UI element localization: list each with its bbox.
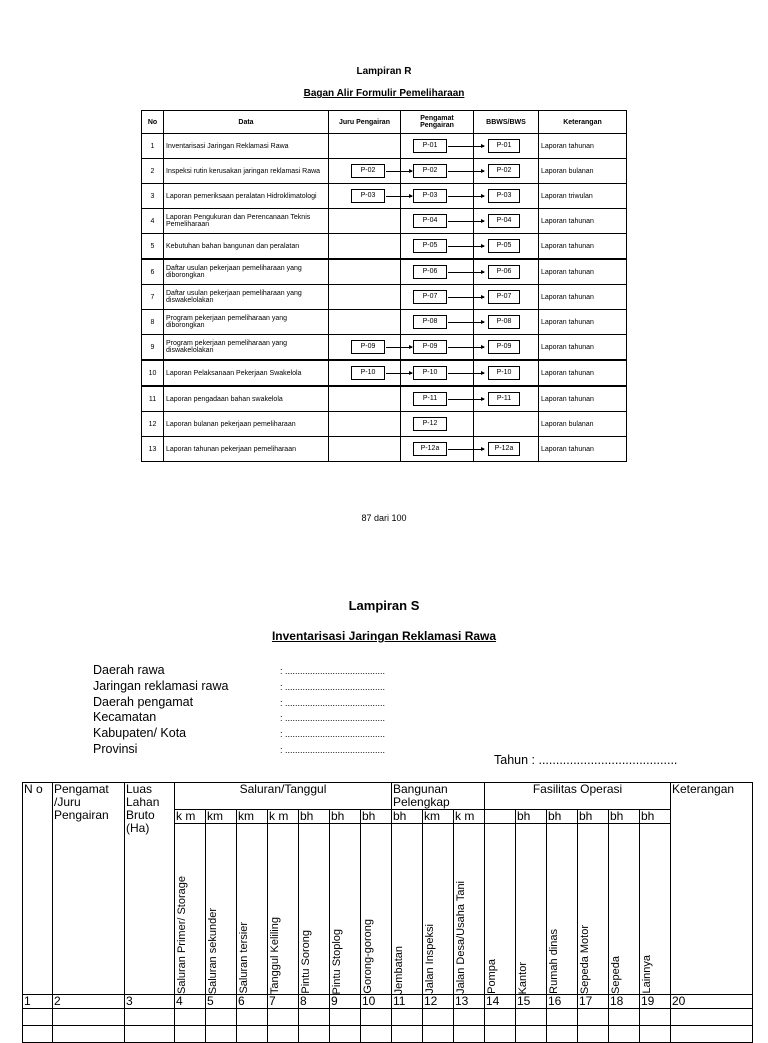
bbws-cell [474, 335, 539, 361]
form-code-box: P-02 [413, 164, 447, 178]
form-code-box: P-11 [413, 392, 447, 406]
flow-row [142, 184, 627, 209]
row-number: 13 [142, 437, 164, 462]
unit-cell: km [237, 810, 268, 824]
header-luas: Luas Lahan Bruto (Ha) [125, 783, 175, 995]
row-number: 1 [142, 134, 164, 159]
flow-row [142, 335, 627, 361]
bbws-cell [474, 209, 539, 234]
row-data: Laporan pengadaan bahan swakelola [164, 386, 329, 412]
empty-cell[interactable] [23, 1026, 53, 1043]
row-data: Program pekerjaan pemeliharaan yang diswakelolakan [164, 335, 329, 361]
empty-cell[interactable] [454, 1026, 485, 1043]
column-number: 17 [578, 995, 609, 1009]
column-label: Jalan Desa/Usaha Tani [455, 881, 467, 994]
column-label: Jembatan [393, 945, 405, 994]
row-keterangan: Laporan tahunan [539, 209, 627, 234]
row-number: 9 [142, 335, 164, 361]
pengamat-cell [401, 412, 474, 437]
field-row [93, 695, 385, 711]
column-label-cell [299, 824, 330, 995]
pengamat-cell [401, 234, 474, 260]
row-number: 12 [142, 412, 164, 437]
column-label-cell [609, 824, 640, 995]
pengamat-cell [401, 184, 474, 209]
row-keterangan: Laporan tahunan [539, 360, 627, 386]
column-number: 5 [206, 995, 237, 1009]
column-number: 4 [175, 995, 206, 1009]
field-value[interactable]: : ........................................ [280, 666, 386, 676]
bbws-cell [474, 184, 539, 209]
empty-cell[interactable] [392, 1009, 423, 1026]
row-keterangan: Laporan tahunan [539, 259, 627, 285]
row-number: 3 [142, 184, 164, 209]
form-code-box: P-05 [488, 239, 520, 253]
unit-cell: k m [175, 810, 206, 824]
field-value[interactable]: : ........................................ [280, 744, 386, 755]
juru-cell [329, 360, 401, 386]
unit-cell: bh [640, 810, 671, 824]
field-label: Jaringan reklamasi rawa [93, 678, 229, 693]
empty-cell[interactable] [237, 1009, 268, 1026]
juru-cell [329, 234, 401, 260]
juru-cell [329, 285, 401, 310]
row-keterangan: Laporan triwulan [539, 184, 627, 209]
field-label: Provinsi [93, 741, 138, 756]
column-label-cell [206, 824, 237, 995]
column-label: Pintu Stoplog [331, 928, 343, 994]
form-code-box: P-11 [488, 392, 520, 406]
unit-cell: bh [299, 810, 330, 824]
flow-row [142, 310, 627, 335]
flow-row [142, 285, 627, 310]
empty-cell[interactable] [485, 1026, 516, 1043]
flow-row [142, 209, 627, 234]
pengamat-cell [401, 386, 474, 412]
empty-cell[interactable] [125, 1009, 175, 1026]
bbws-cell [474, 285, 539, 310]
empty-cell[interactable] [423, 1009, 454, 1026]
empty-cell[interactable] [454, 1009, 485, 1026]
column-number: 1 [23, 995, 53, 1009]
pengamat-cell [401, 259, 474, 285]
column-label: Rumah dinas [548, 929, 560, 994]
form-code-box: P-12a [413, 442, 447, 456]
column-label: Sepeda [610, 956, 622, 994]
unit-cell: bh [361, 810, 392, 824]
column-label-cell [516, 824, 547, 995]
form-code-box: P-09 [488, 340, 520, 354]
empty-cell[interactable] [547, 1026, 578, 1043]
tahun-field[interactable]: Tahun : ........................................ [494, 753, 678, 767]
empty-row [23, 1009, 753, 1026]
column-label-cell [485, 824, 516, 995]
header-no: No [142, 111, 164, 134]
header-keterangan: Keterangan [539, 111, 627, 134]
flow-table [141, 110, 627, 462]
row-keterangan: Laporan tahunan [539, 310, 627, 335]
flow-row [142, 134, 627, 159]
empty-cell[interactable] [268, 1026, 299, 1043]
column-number: 15 [516, 995, 547, 1009]
row-number: 10 [142, 360, 164, 386]
unit-cell: bh [609, 810, 640, 824]
column-number: 13 [454, 995, 485, 1009]
column-number: 8 [299, 995, 330, 1009]
form-code-box: P-02 [488, 164, 520, 178]
empty-cell[interactable] [268, 1009, 299, 1026]
empty-cell[interactable] [299, 1009, 330, 1026]
unit-cell: bh [547, 810, 578, 824]
row-keterangan: Laporan tahunan [539, 335, 627, 361]
header-bangunan: Bangunan Pelengkap [392, 783, 485, 810]
form-code-box: P-10 [413, 366, 447, 380]
column-number: 10 [361, 995, 392, 1009]
column-label-cell [175, 824, 206, 995]
juru-cell [329, 412, 401, 437]
flow-row [142, 234, 627, 260]
field-label: Daerah pengamat [93, 694, 194, 709]
form-code-box: P-12a [488, 442, 520, 456]
empty-cell[interactable] [671, 1026, 753, 1043]
bbws-cell [474, 310, 539, 335]
header-row [23, 783, 753, 810]
header-pengamat: Pengamat /Juru Pengairan [53, 783, 125, 995]
row-number: 4 [142, 209, 164, 234]
column-label: Saluran Primer/ Storage [176, 876, 188, 994]
header-bbws: BBWS/BWS [474, 111, 539, 134]
empty-cell[interactable] [671, 1009, 753, 1026]
column-label-cell [547, 824, 578, 995]
column-label-cell [361, 824, 392, 995]
form-code-box: P-02 [351, 164, 385, 178]
empty-cell[interactable] [53, 1026, 125, 1043]
flow-row [142, 386, 627, 412]
header-saluran: Saluran/Tanggul [175, 783, 392, 810]
form-code-box: P-03 [488, 189, 520, 203]
lampiran-s-subtitle: Inventarisasi Jaringan Reklamasi Rawa [271, 629, 497, 643]
row-data: Inspeksi rutin kerusakan jaringan reklamasi Rawa [164, 159, 329, 184]
row-keterangan: Laporan bulanan [539, 412, 627, 437]
flow-row [142, 360, 627, 386]
column-number: 6 [237, 995, 268, 1009]
column-number: 2 [53, 995, 125, 1009]
column-number: 16 [547, 995, 578, 1009]
column-label-cell [640, 824, 671, 995]
lampiran-r-subtitle: Bagan Alir Formulir Pemeliharaan [303, 88, 465, 99]
pengamat-cell [401, 310, 474, 335]
row-data: Program pekerjaan pemeliharaan yang diborongkan [164, 310, 329, 335]
row-data: Kebutuhan bahan bangunan dan peralatan [164, 234, 329, 260]
form-code-box: P-06 [488, 265, 520, 279]
row-keterangan: Laporan tahunan [539, 234, 627, 260]
empty-cell[interactable] [125, 1026, 175, 1043]
form-code-box: P-10 [488, 366, 520, 380]
inventory-table [22, 782, 753, 1043]
column-label: Pintu Sorong [300, 930, 312, 994]
form-code-box: P-07 [413, 290, 447, 304]
empty-cell[interactable] [423, 1026, 454, 1043]
empty-cell[interactable] [237, 1026, 268, 1043]
bbws-cell [474, 134, 539, 159]
column-label-cell [237, 824, 268, 995]
pengamat-cell [401, 285, 474, 310]
column-label: Jalan Inspeksi [424, 924, 436, 994]
header-fasilitas: Fasilitas Operasi [485, 783, 671, 810]
column-label-cell [578, 824, 609, 995]
column-number: 18 [609, 995, 640, 1009]
column-label: Tanggul Keliling [269, 916, 281, 994]
form-code-box: P-07 [488, 290, 520, 304]
form-code-box: P-12 [413, 417, 447, 431]
empty-cell[interactable] [609, 1009, 640, 1026]
flow-row [142, 259, 627, 285]
column-number: 9 [330, 995, 361, 1009]
empty-cell[interactable] [609, 1026, 640, 1043]
form-code-box: P-04 [413, 214, 447, 228]
field-label: Kabupaten/ Kota [93, 726, 187, 741]
column-label: Saluran sekunder [207, 907, 219, 994]
field-row [93, 726, 385, 742]
juru-cell [329, 184, 401, 209]
column-label: Lainnya [641, 955, 653, 994]
pengamat-cell [401, 209, 474, 234]
row-number: 7 [142, 285, 164, 310]
row-data: Laporan bulanan pekerjaan pemeliharaan [164, 412, 329, 437]
unit-cell: k m [454, 810, 485, 824]
row-data: Inventarisasi Jaringan Reklamasi Rawa [164, 134, 329, 159]
row-number: 8 [142, 310, 164, 335]
row-keterangan: Laporan tahunan [539, 134, 627, 159]
pengamat-cell [401, 360, 474, 386]
column-label-cell [423, 824, 454, 995]
empty-cell[interactable] [361, 1026, 392, 1043]
column-number: 11 [392, 995, 423, 1009]
empty-cell[interactable] [206, 1026, 237, 1043]
row-data: Daftar usulan pekerjaan pemeliharaan yang diswakelolakan [164, 285, 329, 310]
page-number: 87 dari 100 [361, 513, 407, 523]
field-value[interactable]: : ........................................ [280, 681, 386, 692]
row-keterangan: Laporan tahunan [539, 437, 627, 462]
bbws-cell [474, 360, 539, 386]
juru-cell [329, 386, 401, 412]
empty-cell[interactable] [330, 1026, 361, 1043]
form-code-box: P-08 [413, 315, 447, 329]
juru-cell [329, 159, 401, 184]
empty-cell[interactable] [640, 1009, 671, 1026]
row-data: Laporan pemeriksaan peralatan Hidroklimatologi [164, 184, 329, 209]
bbws-cell [474, 234, 539, 260]
row-number: 5 [142, 234, 164, 260]
unit-cell: km [423, 810, 454, 824]
flow-row [142, 159, 627, 184]
unit-cell: km [206, 810, 237, 824]
field-row [93, 679, 385, 695]
field-value[interactable]: : ........................................ [280, 729, 386, 740]
empty-cell[interactable] [299, 1026, 330, 1043]
empty-cell[interactable] [175, 1026, 206, 1043]
empty-cell[interactable] [330, 1009, 361, 1026]
form-code-box: P-05 [413, 239, 447, 253]
flow-table-header [142, 111, 627, 134]
row-number: 11 [142, 386, 164, 412]
bbws-cell [474, 386, 539, 412]
pengamat-cell [401, 134, 474, 159]
field-row [93, 710, 385, 726]
form-code-box: P-06 [413, 265, 447, 279]
field-label: Daerah rawa [93, 663, 165, 677]
field-label: Kecamatan [93, 710, 157, 725]
number-row [23, 995, 753, 1009]
form-code-box: P-09 [413, 340, 447, 354]
row-number: 2 [142, 159, 164, 184]
form-code-box: P-01 [413, 139, 447, 153]
pengamat-cell [401, 437, 474, 462]
header-juru: Juru Pengairan [329, 111, 401, 134]
form-code-box: P-09 [351, 340, 385, 354]
column-label-cell [454, 824, 485, 995]
column-number: 20 [671, 995, 753, 1009]
empty-cell[interactable] [516, 1009, 547, 1026]
row-data: Laporan Pengukuran dan Perencanaan Teknis Pemeliharaan [164, 209, 329, 234]
empty-cell[interactable] [53, 1009, 125, 1026]
unit-cell: bh [392, 810, 423, 824]
unit-cell: bh [578, 810, 609, 824]
unit-cell: bh [330, 810, 361, 824]
column-number: 12 [423, 995, 454, 1009]
column-label: Gorong-gorong [362, 919, 374, 994]
header-no: N o [23, 783, 53, 995]
empty-cell[interactable] [547, 1009, 578, 1026]
form-fields [93, 663, 385, 758]
header-pengamat: Pengamat Pengairan [401, 111, 474, 134]
pengamat-cell [401, 335, 474, 361]
row-keterangan: Laporan tahunan [539, 386, 627, 412]
row-data: Laporan tahunan pekerjaan pemeliharaan [164, 437, 329, 462]
column-number: 19 [640, 995, 671, 1009]
row-number: 6 [142, 259, 164, 285]
juru-cell [329, 335, 401, 361]
lampiran-r-title: Lampiran R [356, 66, 412, 77]
lampiran-s-title: Lampiran S [348, 598, 420, 613]
empty-cell[interactable] [206, 1009, 237, 1026]
column-label-cell [330, 824, 361, 995]
empty-cell[interactable] [361, 1009, 392, 1026]
header-data: Data [164, 111, 329, 134]
column-label: Kantor [517, 961, 529, 994]
column-label: Saluran tersier [238, 922, 250, 994]
form-code-box: P-03 [413, 189, 447, 203]
column-number: 14 [485, 995, 516, 1009]
juru-cell [329, 310, 401, 335]
field-value[interactable]: : ........................................ [280, 713, 386, 724]
empty-cell[interactable] [640, 1026, 671, 1043]
form-code-box: P-04 [488, 214, 520, 228]
row-keterangan: Laporan tahunan [539, 285, 627, 310]
unit-cell: bh [516, 810, 547, 824]
juru-cell [329, 437, 401, 462]
column-number: 7 [268, 995, 299, 1009]
header-keterangan: Keterangan [671, 783, 753, 995]
form-code-box: P-10 [351, 366, 385, 380]
bbws-cell [474, 437, 539, 462]
form-code-box: P-08 [488, 315, 520, 329]
row-keterangan: Laporan bulanan [539, 159, 627, 184]
unit-cell [485, 810, 516, 824]
field-value[interactable]: : ........................................ [280, 697, 386, 708]
bbws-cell [474, 259, 539, 285]
empty-cell[interactable] [578, 1026, 609, 1043]
form-code-box: P-01 [488, 139, 520, 153]
field-row [93, 663, 385, 679]
empty-cell[interactable] [578, 1009, 609, 1026]
juru-cell [329, 134, 401, 159]
field-row [93, 742, 385, 758]
flow-row [142, 412, 627, 437]
bbws-cell [474, 159, 539, 184]
column-number: 3 [125, 995, 175, 1009]
column-label: Sepeda Motor [579, 924, 591, 994]
column-label: Pompa [486, 959, 498, 994]
empty-cell[interactable] [485, 1009, 516, 1026]
column-label-cell [268, 824, 299, 995]
empty-cell[interactable] [392, 1026, 423, 1043]
row-data: Laporan Pelaksanaan Pekerjaan Swakelola [164, 360, 329, 386]
unit-cell: k m [268, 810, 299, 824]
empty-cell[interactable] [175, 1009, 206, 1026]
row-data: Daftar usulan pekerjaan pemeliharaan yang diborongkan [164, 259, 329, 285]
empty-cell[interactable] [23, 1009, 53, 1026]
juru-cell [329, 259, 401, 285]
bbws-cell [474, 412, 539, 437]
column-label-cell [392, 824, 423, 995]
empty-cell[interactable] [516, 1026, 547, 1043]
empty-row [23, 1026, 753, 1043]
pengamat-cell [401, 159, 474, 184]
form-code-box: P-03 [351, 189, 385, 203]
flow-row [142, 437, 627, 462]
juru-cell [329, 209, 401, 234]
